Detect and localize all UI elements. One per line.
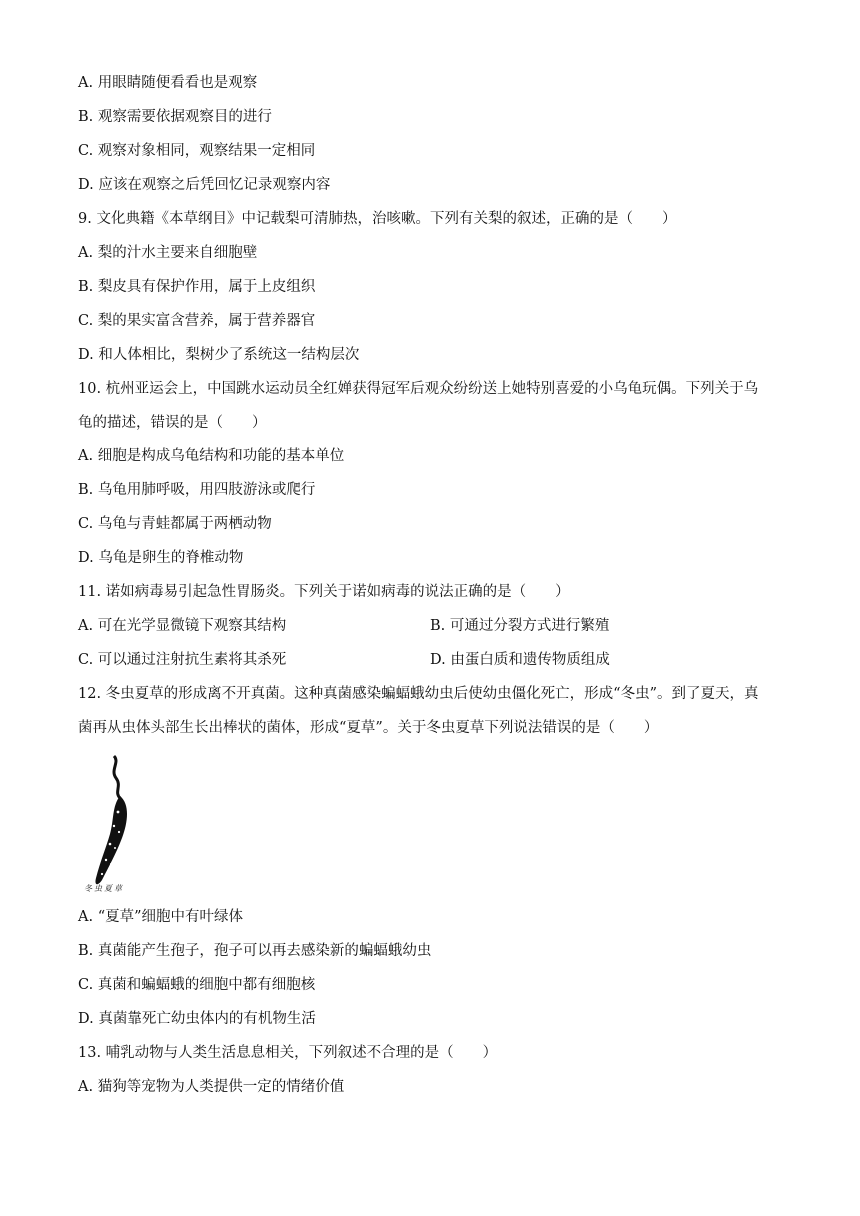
cordyceps-figure	[84, 752, 146, 896]
q9-option-c: C. 梨的果实富含营养，属于营养器官	[78, 313, 316, 329]
q9-option-b: B. 梨皮具有保护作用，属于上皮组织	[78, 279, 316, 295]
q12-option-b: B. 真菌能产生孢子，孢子可以再去感染新的蝙蝠蛾幼虫	[78, 943, 432, 959]
q12-option-c: C. 真菌和蝙蝠蛾的细胞中都有细胞核	[78, 977, 316, 993]
q11-option-a: A. 可在光学显微镜下观察其结构	[78, 618, 287, 634]
q12-stem-line2: 菌再从虫体头部生长出棒状的菌体，形成“夏草”。关于冬虫夏草下列说法错误的是（ ）	[78, 720, 659, 736]
cordyceps-illustration	[84, 752, 146, 896]
q9-stem: 9. 文化典籍《本草纲目》中记载梨可清肺热，治咳嗽。下列有关梨的叙述，正确的是（ ）	[78, 211, 677, 227]
q8-option-a: A. 用眼睛随便看看也是观察	[78, 75, 258, 91]
q11-stem: 11. 诺如病毒易引起急性胃肠炎。下列关于诺如病毒的说法正确的是（ ）	[78, 584, 570, 600]
q10-stem-line1: 10. 杭州亚运会上，中国跳水运动员全红婵获得冠军后观众纷纷送上她特别喜爱的小乌龟玩偶。下列关于乌	[78, 381, 759, 397]
q11-option-d: D. 由蛋白质和遗传物质组成	[430, 652, 610, 668]
q9-option-a: A. 梨的汁水主要来自细胞壁	[78, 245, 258, 261]
q10-option-c: C. 乌龟与青蛙都属于两栖动物	[78, 516, 272, 532]
q10-option-b: B. 乌龟用肺呼吸，用四肢游泳或爬行	[78, 482, 316, 498]
q12-option-d: D. 真菌靠死亡幼虫体内的有机物生活	[78, 1011, 316, 1027]
q9-option-d: D. 和人体相比，梨树少了系统这一结构层次	[78, 347, 360, 363]
q10-option-d: D. 乌龟是卵生的脊椎动物	[78, 550, 244, 566]
q11-option-c: C. 可以通过注射抗生素将其杀死	[78, 652, 287, 668]
q10-option-a: A. 细胞是构成乌龟结构和功能的基本单位	[78, 448, 345, 464]
q8-option-c: C. 观察对象相同，观察结果一定相同	[78, 143, 316, 159]
q12-option-a: A. “夏草”细胞中有叶绿体	[78, 909, 244, 925]
q8-option-d: D. 应该在观察之后凭回忆记录观察内容	[78, 177, 331, 193]
q11-option-b: B. 可通过分裂方式进行繁殖	[430, 618, 610, 634]
q13-stem: 13. 哺乳动物与人类生活息息相关，下列叙述不合理的是（ ）	[78, 1045, 498, 1061]
q12-stem-line1: 12. 冬虫夏草的形成离不开真菌。这种真菌感染蝙蝠蛾幼虫后使幼虫僵化死亡，形成“冬虫”。到了夏天，真	[78, 686, 759, 702]
q13-option-a: A. 猫狗等宠物为人类提供一定的情绪价值	[78, 1079, 345, 1095]
q8-option-b: B. 观察需要依据观察目的进行	[78, 109, 272, 125]
figure-caption: 冬虫夏草	[84, 884, 124, 893]
q10-stem-line2: 龟的描述，错误的是（ ）	[78, 415, 267, 431]
